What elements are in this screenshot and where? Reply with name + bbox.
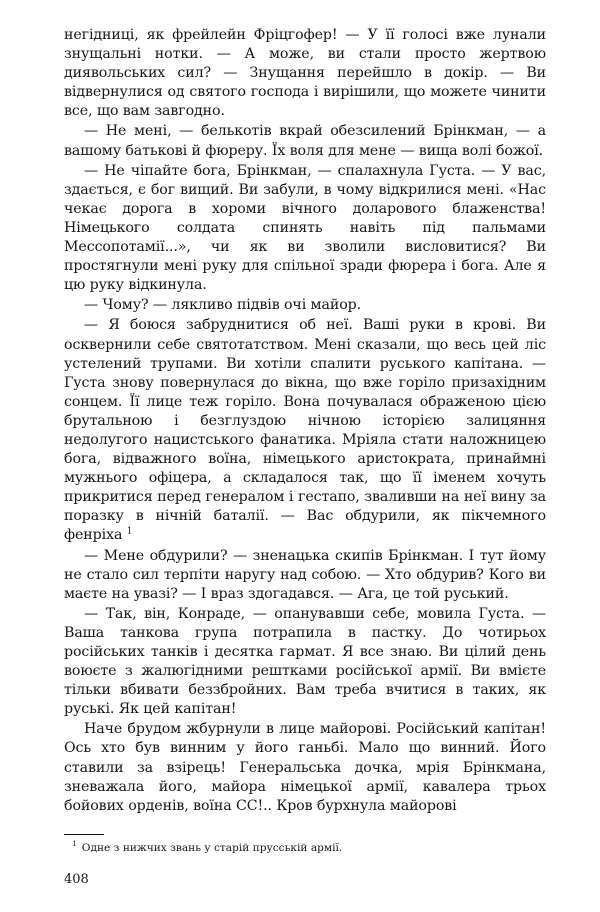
- paragraph: — Мене обдурили? — зненацька скипів Брінкман. І тут йому не стало сил терпіти наругу над собою. — Хто обдурив? Кого ви маєте на увазі? — І враз здогадався. — Ага, це той руський.: [64, 547, 546, 602]
- paragraph: — Не мені, — белькотів вкрай обезсилений Брінкман, — а вашому батькові й фюреру. Їх воля для мене — вища волі божої.: [64, 123, 546, 159]
- footnote-number: 1: [72, 839, 77, 849]
- paragraph: негідниці, як фрейлейн Фріцгофер! — У її голосі вже лунали знущальні нотки. — А може, ви стали просто жертвою диявольських сил? — Знущання перейшло в докір. — Ви відвернулися од святого господа і вирішили, що можете чинити все, що вам завгодно.: [64, 27, 546, 120]
- paragraph: — Так, він, Конраде, — опанувавши себе, мовила Густа. — Ваша танкова група потрапила в пастку. До чотирьох російських танків і десятка гармат. Я все знаю. Ви цілий день воюєте з жалюгідними рештками російської армії. Ви вмієте тільки вбивати беззбройних. Вам треба вчитися в таких, як руські. Як цей капітан!: [64, 605, 546, 718]
- footnote: [72, 841, 542, 855]
- paragraph: — Не чіпайте бога, Брінкман, — спалахнула Густа. — У вас, здається, є бог вищий. Ви забули, в чому відкрилися мені. «Нас чекає дорога в хороми вічного доларового блаженства! Німецького солдата спинять навіть під пальмами Мессопотамії...», чи як ви зволили висловитися? Ви простягнули мені руку для спільної зради фюрера і бога. Але я цю руку відкинула.: [64, 162, 546, 294]
- paragraph: — Чому? — лякливо підвів очі майор.: [84, 297, 362, 314]
- body-text: [64, 26, 546, 817]
- paragraph: Наче брудом жбурнули в лице майорові. Російський капітан! Ось хто був винним у його ганьбі. Мало що винний. Його ставили за взірець! Генеральська дочка, мрія Брінкмана, зневажала його, майора німецької армії, кавалера трьох бойових орденів, воїна СС!.. Кров бурхнула майорові: [64, 721, 546, 814]
- footnote-marker: 1: [126, 526, 133, 537]
- paragraph-with-footnote: [64, 316, 546, 545]
- footnote-divider: [64, 834, 104, 835]
- page-number: 408: [64, 872, 89, 887]
- paragraph-text: — Я боюся забруднитися об неї. Ваші руки в крові. Ви осквернили себе святотатством. Мені сказали, що весь цей ліс устелений трупами. Ви хотіли спалити руського капітана. — Густа знову повернулася до вікна, що вже горіло призахідним сонцем. Її лице теж горіло. Вона почувалася ображеною цією брутальною і безглуздою нічною історією залицяння недолугого нацистського фанатика. Мріяла стати наложницею бога, відважного воїна, німецького аристократа, принаймні мужнього офіцера, а складалося так, що її іменем хочуть прикритися перед генералом і гестапо, зваливши на неї вину за поразку в нічній баталії. — Вас обдурили, як пікчемного фенріха: [64, 317, 546, 544]
- footnote-text: Одне з нижчих звань у старій прусській армії.: [81, 842, 343, 854]
